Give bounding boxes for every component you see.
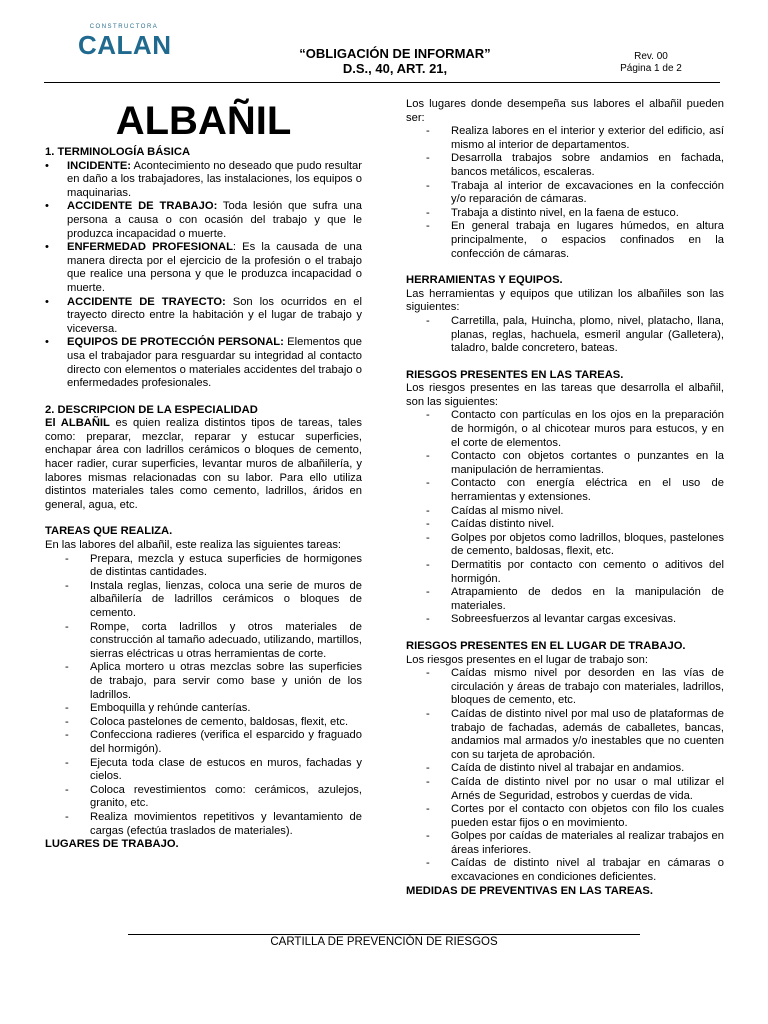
footer-text: CARTILLA DE PREVENCIÓN DE RIESGOS [270, 936, 498, 948]
riesgos-lugar-heading: RIESGOS PRESENTES EN EL LUGAR DE TRABAJO. [406, 639, 686, 652]
header-title-line2: D.S., 40, ART. 21, [342, 61, 448, 76]
list-item: - Coloca revestimientos como: cerámicos, azulejos, granito, etc. [45, 784, 362, 811]
list-item: - Desarrolla trabajos sobre andamios en fachada, bancos metálicos, escaleras. [406, 152, 724, 179]
list-item: - Golpes por caídas de materiales al realizar trabajos en áreas inferiores. [406, 830, 724, 857]
list-item: - Caída de distinto nivel al trabajar en andamios. [406, 762, 724, 776]
list-item: - Caída de distinto nivel por no usar o mal utilizar el Arnés de Seguridad, estrobos y cuerdas de vida. [406, 776, 724, 803]
riesgos-lugar-intro: Los riesgos presentes en el lugar de trabajo son: [406, 653, 648, 666]
list-item: - Contacto con energía eléctrica en el uso de herramientas y extensiones. [406, 477, 724, 504]
riesgos-lugar-list [406, 667, 724, 885]
lugares-heading: LUGARES DE TRABAJO. [45, 838, 179, 851]
header-title-line1: “OBLIGACIÓN DE INFORMAR” [299, 46, 491, 61]
herramientas-heading: HERRAMIENTAS Y EQUIPOS. [406, 274, 563, 287]
header-revision [606, 51, 696, 75]
riesgos-tareas-intro: Los riesgos presentes en las tareas que desarrolla el albañil, son las siguientes: [406, 382, 724, 408]
medidas-heading: MEDIDAS DE PREVENTIVAS EN LAS TAREAS. [406, 884, 653, 897]
list-item: - Cortes por el contacto con objetos con filo los cuales pueden estar fijos o en movimiento. [406, 803, 724, 830]
term-definition: Elementos que usa el trabajador para resguardar su integridad al contacto directo con elementos o materiales accidentes del trabajo o enfermedades profesionales. [67, 336, 362, 390]
left-column [45, 98, 362, 852]
list-item [45, 200, 362, 241]
logo-subtitle: CONSTRUCTORA [89, 24, 159, 30]
term-definition: Acontecimiento no deseado que pudo resultar en daño a los trabajadores, las instalaciones, los equipos o maquinarias. [67, 159, 362, 199]
list-item: - Rompe, corta ladrillos y otros materiales de construcción al tamaño adecuado, utilizando, martillos, sierras eléctricas u otras herramientas de corte. [45, 621, 362, 662]
list-item: - Sobreesfuerzos al levantar cargas excesivas. [406, 613, 724, 627]
term-label: INCIDENTE: [67, 159, 132, 172]
tareas-intro: En las labores del albañil, este realiza las siguientes tareas: [45, 539, 342, 552]
list-item: - Dermatitis por contacto con cemento o aditivos del hormigón. [406, 559, 724, 586]
descripcion-text: es quien realiza distintos tipos de tareas, tales como: preparar, mezclar, reparar y estucar superficies, enchapar área con ladrillos cerámicos o bloques de cemento, hacer radier, curar superficies, levantar muros de albañilería, y labores mismas relacionadas con su labor. Para ello utiliza distintos materiales tales como cemento, ladrillos, áridos en general, agua, etc. [45, 417, 362, 511]
list-item [45, 336, 362, 390]
list-item: - Realiza labores en el interior y exterior del edificio, así mismo al interior de departamentos. [406, 125, 724, 152]
list-item [45, 160, 362, 201]
list-item: - Instala reglas, lienzas, coloca una serie de muros de albañilería de ladrillos cerámicos o bloques de cemento. [45, 580, 362, 621]
descripcion-heading: 2. DESCRIPCION DE LA ESPECIALIDAD [45, 403, 258, 416]
list-item: - Trabaja a distinto nivel, en la faena de estuco. [406, 207, 724, 221]
list-item: - Ejecuta toda clase de estucos en muros, fachadas y cielos. [45, 757, 362, 784]
header-title [250, 46, 540, 76]
riesgos-tareas-heading: RIESGOS PRESENTES EN LAS TAREAS. [406, 368, 624, 381]
lugares-intro: Los lugares donde desempeña sus labores el albañil pueden ser: [406, 98, 724, 124]
terminologia-list [45, 160, 362, 391]
list-item: - Caídas de distinto nivel por mal uso de plataformas de trabajo de fachadas, además de caballetes, bancas, andamios mal armados y/o inestables que no cuenten con su tarjeta de aprobación. [406, 708, 724, 762]
list-item: - Contacto con objetos cortantes o punzantes en la manipulación de herramientas. [406, 450, 724, 477]
logo-wordmark: CALAN [78, 30, 172, 60]
list-item: - Carretilla, pala, Huincha, plomo, nivel, platacho, llana, planas, reglas, hachuela, esmeril angular (Galletera), taladro, balde concretero, bateas. [406, 315, 724, 356]
lugares-list [406, 125, 724, 261]
list-item: - Aplica mortero u otras mezclas sobre las superficies de trabajo, para servir como base y unión de los ladrillos. [45, 661, 362, 702]
list-item: - Caídas distinto nivel. [406, 518, 724, 532]
descripcion-lead: El ALBAÑIL [45, 417, 110, 430]
term-definition: Toda lesión que sufra una persona a causa o con ocasión del trabajo y que le produzca incapacidad o muerte. [67, 200, 362, 240]
tareas-heading: TAREAS QUE REALIZA. [45, 525, 173, 538]
descripcion-paragraph [45, 417, 362, 512]
document-title: ALBAÑIL [115, 99, 292, 143]
term-label: ENFERMEDAD PROFESIONAL [67, 241, 233, 254]
herramientas-intro: Las herramientas y equipos que utilizan los albañiles son las siguientes: [406, 287, 724, 314]
list-item: - Golpes por objetos como ladrillos, bloques, pastelones de cemento, baldosas, flexit, etc. [406, 532, 724, 559]
tareas-list [45, 553, 362, 838]
terminologia-heading: 1. TERMINOLOGÍA BÁSICA [45, 146, 191, 158]
term-label: EQUIPOS DE PROTECCIÓN PERSONAL: [67, 336, 284, 349]
list-item: - Caídas de distinto nivel al trabajar en cámaras o excavaciones en condiciones deficientes. [406, 857, 724, 884]
company-logo [74, 24, 174, 60]
revision-number: Rev. 00 [634, 51, 668, 62]
riesgos-tareas-list [406, 409, 724, 627]
herramientas-list [406, 315, 724, 356]
footer-divider [128, 934, 640, 935]
list-item: - Caídas al mismo nivel. [406, 505, 724, 519]
list-item [45, 296, 362, 337]
list-item: - Contacto con partículas en los ojos en la preparación de hormigón, o al chicotear muros para estucos, y en el corte de elementos. [406, 409, 724, 450]
list-item [45, 241, 362, 295]
right-column [406, 98, 724, 898]
header-divider [44, 82, 720, 83]
list-item: - Prepara, mezcla y estuca superficies de hormigones de distintas cantidades. [45, 553, 362, 580]
list-item: - Caídas mismo nivel por desorden en las vías de circulación y áreas de trabajo con materiales, ladrillos, bloques de cemento, etc. [406, 667, 724, 708]
list-item: - Confecciona radieres (verifica el esparcido y fraguado del hormigón). [45, 729, 362, 756]
list-item: - Trabaja al interior de excavaciones en la confección y/o reparación de cámaras. [406, 180, 724, 207]
page-number: Página 1 de 2 [620, 63, 682, 74]
list-item: - Realiza movimientos repetitivos y levantamiento de cargas (efectúa traslados de materiales). [45, 811, 362, 838]
list-item: - Coloca pastelones de cemento, baldosas, flexit, etc. [45, 716, 362, 730]
term-definition: Son los ocurridos en el trayecto directo entre la habitación y el lugar de trabajo y viceversa. [67, 295, 363, 335]
list-item: - Atrapamiento de dedos en la manipulación de materiales. [406, 586, 724, 613]
list-item: - Emboquilla y rehúnde canterías. [45, 702, 362, 716]
term-label: ACCIDENTE DE TRABAJO: [67, 200, 218, 213]
list-item: - En general trabaja en lugares húmedos, en altura principalmente, o espacios confinados en la confección de cámaras. [406, 220, 724, 261]
term-label: ACCIDENTE DE TRAYECTO: [67, 295, 226, 308]
term-definition: : Es la causada de una manera directa por el ejercicio de la profesión o el trabajo que realice una persona y que le produzca incapacidad o muerte. [67, 241, 362, 294]
